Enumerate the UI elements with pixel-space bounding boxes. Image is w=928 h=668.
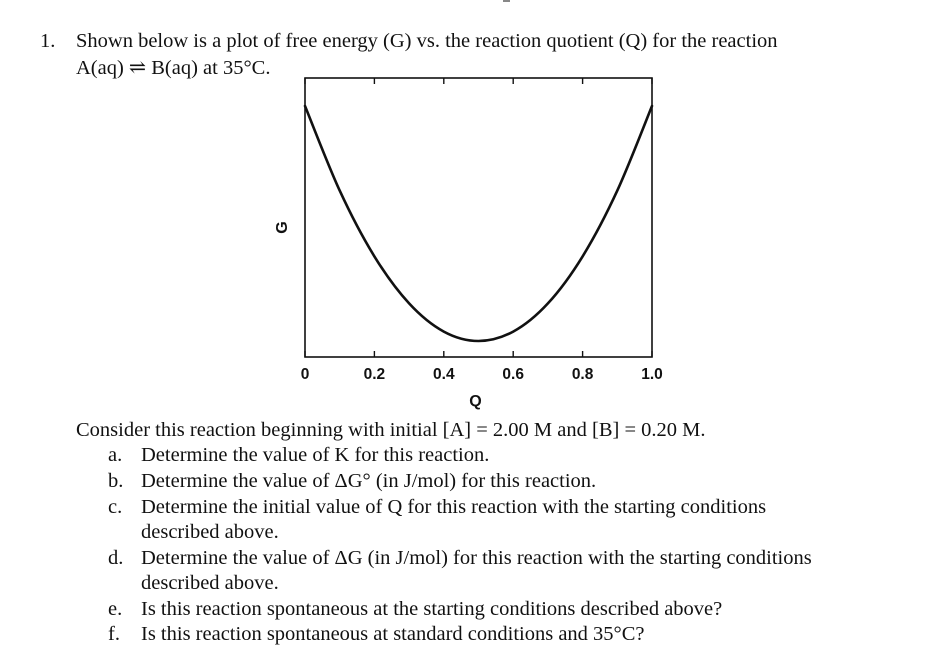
plot-frame <box>305 78 652 357</box>
free-energy-chart <box>270 70 690 420</box>
part-c-text-cont: described above. <box>141 521 279 543</box>
part-b-label: b. <box>108 470 124 492</box>
x-axis-label: Q <box>469 393 482 410</box>
part-c-label: c. <box>108 496 123 518</box>
scenario-text: Consider this reaction beginning with initial [A] = 2.00 M and [B] = 0.20 M. <box>76 419 706 441</box>
part-a-text: Determine the value of K for this reaction. <box>141 444 490 466</box>
question-text-line2: A(aq) ⇌ B(aq) at 35°C. <box>76 57 271 79</box>
x-tick-label: 0 <box>300 366 310 383</box>
y-axis-label: G <box>274 221 291 234</box>
x-tick-label: 0.4 <box>433 366 455 383</box>
series-curves <box>305 106 652 341</box>
part-f-label: f. <box>108 623 120 645</box>
x-axis-ticks <box>301 78 663 383</box>
part-f-text: Is this reaction spontaneous at standard conditions and 35°C? <box>141 623 645 645</box>
part-e-text: Is this reaction spontaneous at the starting conditions described above? <box>141 598 723 620</box>
part-d-label: d. <box>108 547 124 569</box>
part-a-label: a. <box>108 444 123 466</box>
free-energy-curve <box>305 106 652 341</box>
x-tick-label: 1.0 <box>641 366 663 383</box>
plot-area <box>305 78 652 357</box>
part-d-text-cont: described above. <box>141 572 279 594</box>
x-tick-label: 0.8 <box>571 366 594 383</box>
page-edge-mark <box>503 0 510 2</box>
part-d-text: Determine the value of ΔG (in J/mol) for this reaction with the starting conditions <box>141 547 812 569</box>
x-tick-label: 0.2 <box>363 366 386 383</box>
question-text-line1: Shown below is a plot of free energy (G) vs. the reaction quotient (Q) for the reaction <box>76 30 778 52</box>
part-b-text: Determine the value of ΔG° (in J/mol) for this reaction. <box>141 470 597 492</box>
part-e-label: e. <box>108 598 123 620</box>
question-number: 1. <box>40 30 56 52</box>
part-c-text: Determine the initial value of Q for this reaction with the starting conditions <box>141 496 767 518</box>
x-tick-label: 0.6 <box>502 366 524 383</box>
